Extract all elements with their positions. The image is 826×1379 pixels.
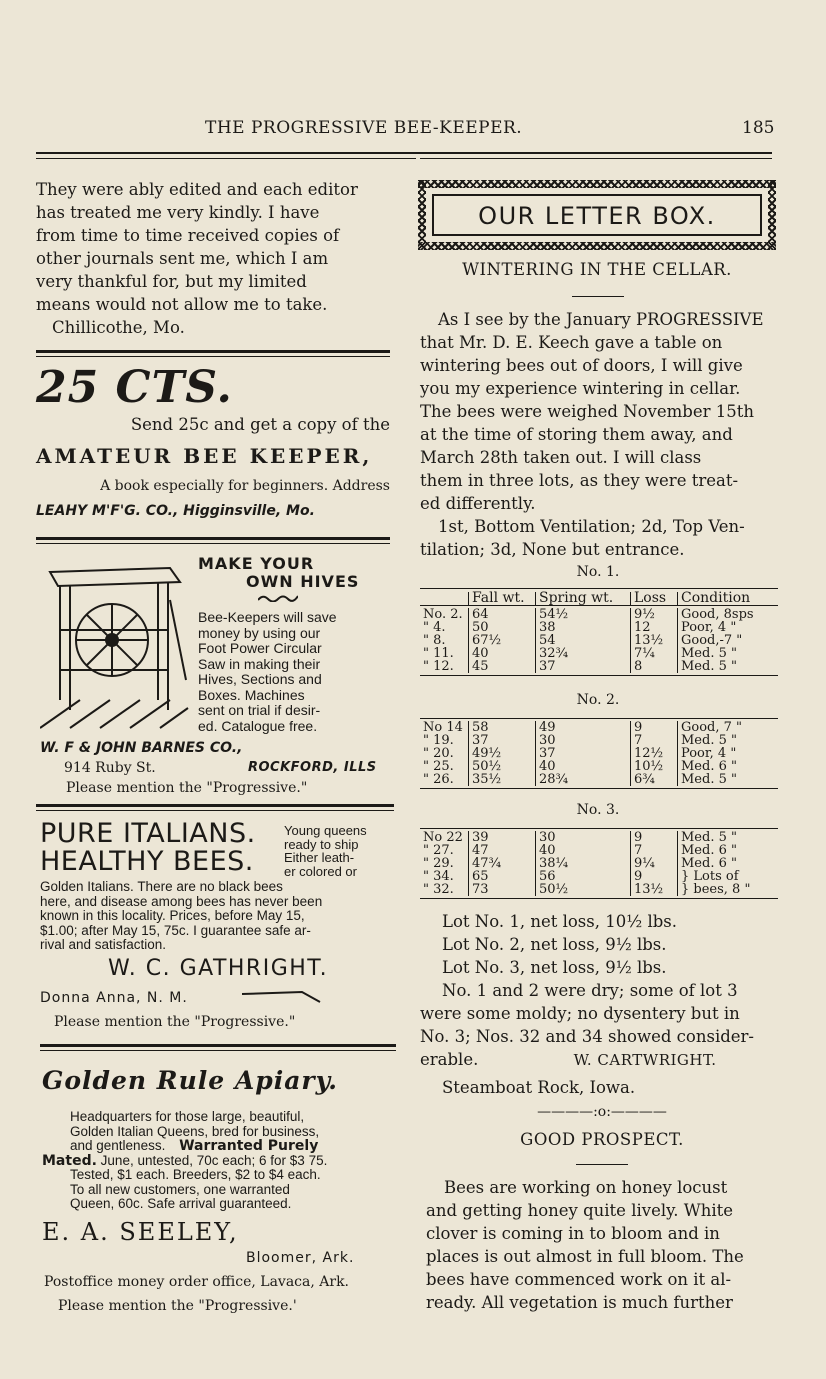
table-cell: No 14 <box>423 720 463 735</box>
letter-box-title: OUR LETTER BOX. <box>478 202 716 230</box>
border-ornament <box>418 180 776 188</box>
text-line: Hives, Sections and <box>198 671 322 687</box>
ad-heading: OWN HIVES <box>246 572 360 591</box>
table-cell: " 8. <box>423 633 446 648</box>
table-rule <box>420 588 778 589</box>
table-cell: 6¾ <box>631 773 678 786</box>
text-emphasis: Mated. <box>42 1152 97 1169</box>
table-cell: 40 <box>469 647 536 660</box>
text-line: very thankful for, but my limited <box>36 272 307 291</box>
table-cell: 50½ <box>536 883 631 896</box>
text-line: The bees were weighed November 15th <box>420 402 754 421</box>
table-cell: Good, 7 " <box>678 721 779 734</box>
table-cell: 40 <box>536 844 631 857</box>
ornament-icon <box>258 594 298 602</box>
section-title: WINTERING IN THE CELLAR. <box>462 260 732 279</box>
text-line: means would not allow me to take. <box>36 295 328 314</box>
table-cell: " 19. <box>423 733 454 748</box>
ad-book-title: AMATEUR BEE KEEPER, <box>36 444 373 468</box>
ad-line: Send 25c and get a copy of the <box>130 415 390 434</box>
ad-company: LEAHY M'F'G. CO., Higginsville, Mo. <box>36 503 315 519</box>
table-cell: Poor, 4 " <box>678 621 779 634</box>
text-line: ready. All vegetation is much further <box>426 1293 733 1312</box>
ad-headline: HEALTHY BEES. <box>40 846 254 877</box>
table-cell: 10½ <box>631 760 678 773</box>
intro-signoff: Chillicothe, Mo. <box>52 318 185 337</box>
ad-headline: 25 CTS. <box>36 362 233 413</box>
ad-headline: PURE ITALIANS. <box>40 818 256 849</box>
table-cell: 50 <box>469 621 536 634</box>
pen-stroke-icon <box>242 990 322 1004</box>
table-cell: Med. 6 " <box>678 760 779 773</box>
table-cell: } bees, 8 " <box>678 883 779 896</box>
text-line: Golden Italians. There are no black bees <box>40 879 283 894</box>
text-line: To all new customers, one warranted <box>70 1181 290 1197</box>
table-cell: } Lots of <box>678 870 779 883</box>
text-line: has treated me very kindly. I have <box>36 203 320 222</box>
table-cell: Med. 5 " <box>678 660 779 673</box>
table-cell: 9 <box>631 831 678 844</box>
text-line: clover is coming in to bloom and in <box>426 1224 720 1243</box>
table-cell: 7 <box>631 844 678 857</box>
table-row <box>420 660 778 673</box>
table-cell: 13½ <box>631 883 678 896</box>
table-cell: Med. 5 " <box>678 734 779 747</box>
table-cell: 32¾ <box>536 647 631 660</box>
ad-mention: Please mention the "Progressive.' <box>58 1298 297 1314</box>
header-rule-thick <box>36 152 772 154</box>
ad-golden-rule-apiary <box>40 1058 400 1318</box>
table-cell: 13½ <box>631 634 678 647</box>
text-line: places is out almost in full bloom. The <box>426 1247 744 1266</box>
ad-side-text <box>284 824 367 878</box>
text-line: other journals sent me, which I am <box>36 249 329 268</box>
intro-paragraph <box>36 178 390 339</box>
text-line: Saw in making their <box>198 655 321 672</box>
text-line: tilation; 3d, None but entrance. <box>420 540 685 559</box>
text-line: that Mr. D. E. Keech gave a table on <box>420 333 723 352</box>
table-cell: Good,-7 " <box>678 634 779 647</box>
section-title: GOOD PROSPECT. <box>520 1130 684 1149</box>
text-line: ed. Catalogue free. <box>198 717 318 734</box>
letter-signature: W. CARTWRIGHT. <box>573 1051 717 1069</box>
table-cell: Med. 5 " <box>678 773 779 786</box>
table-row <box>420 773 778 786</box>
table-cell: 9½ <box>631 608 678 621</box>
ad-divider-thin <box>40 1050 396 1051</box>
text-line: Young queens <box>284 823 367 838</box>
table-cell: " 12. <box>423 659 454 674</box>
table-cell: " 25. <box>423 759 454 774</box>
table-cell: 35½ <box>469 773 536 786</box>
text-line: er colored or <box>284 863 357 879</box>
running-header-title: THE PROGRESSIVE BEE-KEEPER. <box>205 118 523 138</box>
text-line <box>70 1139 400 1154</box>
ad-body <box>40 880 394 953</box>
ad-signature: W. C. GATHRIGHT. <box>108 956 329 981</box>
text-run: erable. <box>420 1050 479 1069</box>
ad-gathright <box>36 818 396 1038</box>
text-line: money by using our <box>198 624 321 641</box>
text-line: known in this locality. Prices, before May 15, <box>40 908 305 923</box>
letter-location: Steamboat Rock, Iowa. <box>442 1078 636 1097</box>
table-cell: 12½ <box>631 747 678 760</box>
table-cell: 9¼ <box>631 857 678 870</box>
text-line: As I see by the January PROGRESSIVE <box>438 310 764 329</box>
text-line: No. 3; Nos. 32 and 34 showed consider- <box>420 1027 755 1046</box>
ad-divider <box>36 804 394 807</box>
text-line: Lot No. 1, net loss, 10½ lbs. <box>442 912 678 931</box>
table-cell: " 27. <box>423 843 454 858</box>
section-divider: ————:o:———— <box>537 1104 667 1120</box>
text-line: Tested, $1 each. Breeders, $2 to $4 each. <box>70 1167 321 1182</box>
table-cell: 67½ <box>469 634 536 647</box>
letter-paragraph <box>420 308 776 561</box>
section-rule <box>572 296 624 297</box>
ad-divider <box>36 350 390 353</box>
text-line: from time to time received copies of <box>36 226 340 245</box>
table-row <box>420 883 778 896</box>
text-line: Boxes. Machines <box>198 686 305 703</box>
table-cell: " 34. <box>423 869 454 884</box>
table-cell: Med. 6 " <box>678 844 779 857</box>
table-label: No. 2. <box>576 692 620 708</box>
table-cell: " 11. <box>423 646 454 661</box>
wintering-table <box>420 831 778 899</box>
ad-postoffice: Postoffice money order office, Lavaca, Ark. <box>44 1274 349 1290</box>
text-line: rival and satisfaction. <box>40 937 167 952</box>
text-line: $1.00; after May 15, 75c. I guarantee safe ar- <box>40 922 311 938</box>
table-cell: No 22 <box>423 830 463 845</box>
foot-power-saw-illustration <box>40 560 190 730</box>
text-line: Bee-Keepers will save <box>198 609 337 625</box>
table-cell: 49 <box>536 721 631 734</box>
table-header-row <box>420 592 778 606</box>
table-cell: " 29. <box>423 856 454 871</box>
table-rule <box>420 828 778 829</box>
letter-paragraph <box>420 979 776 1099</box>
table-cell: 39 <box>469 831 536 844</box>
table-cell: 9 <box>631 870 678 883</box>
table-cell: Med. 5 " <box>678 647 779 660</box>
table-rule <box>420 718 778 719</box>
text-line: 1st, Bottom Ventilation; 2d, Top Ven- <box>438 517 745 536</box>
table-cell: 65 <box>469 870 536 883</box>
text-line <box>42 1154 400 1169</box>
ad-street: 914 Ruby St. <box>64 760 156 776</box>
ad-divider-thin <box>36 543 390 544</box>
table-cell: 54 <box>536 634 631 647</box>
text-line: you my experience wintering in cellar. <box>420 379 741 398</box>
ad-headline: Golden Rule Apiary. <box>42 1066 338 1095</box>
table-cell: 7¼ <box>631 647 678 660</box>
table-cell: 9 <box>631 721 678 734</box>
text-line: ed differently. <box>420 494 536 513</box>
table-cell: 47 <box>469 844 536 857</box>
text-run: June, untested, 70c each; 6 for $3 75. <box>100 1152 328 1168</box>
table-cell: 30 <box>536 831 631 844</box>
ad-location: Bloomer, Ark. <box>246 1250 355 1266</box>
letter-paragraph <box>426 1176 780 1314</box>
table-cell: 37 <box>536 660 631 673</box>
text-line: No. 1 and 2 were dry; some of lot 3 <box>442 981 738 1000</box>
text-line: Lot No. 2, net loss, 9½ lbs. <box>442 935 667 954</box>
table-cell: 47¾ <box>469 857 536 870</box>
text-line: Lot No. 3, net loss, 9½ lbs. <box>442 958 667 977</box>
ad-body <box>42 1109 400 1212</box>
text-line: March 28th taken out. I will class <box>420 448 702 467</box>
text-line: They were ably edited and each editor <box>36 180 358 199</box>
ad-divider-thin <box>36 810 394 811</box>
section-rule <box>576 1164 628 1165</box>
table-cell: 28¾ <box>536 773 631 786</box>
table-cell: " 20. <box>423 746 454 761</box>
table-cell: 73 <box>469 883 536 896</box>
wintering-table <box>420 592 778 676</box>
ad-mention: Please mention the "Progressive." <box>66 780 308 796</box>
table-header <box>420 592 469 606</box>
text-line: ready to ship <box>284 836 359 852</box>
table-cell: Good, 8sps <box>678 608 779 621</box>
ad-signature: E. A. SEELEY, <box>42 1218 239 1246</box>
border-ornament <box>418 242 776 250</box>
table-cell: " 4. <box>423 620 446 635</box>
table-label: No. 3. <box>576 802 620 818</box>
table-cell: 58 <box>469 721 536 734</box>
table-cell: Med. 6 " <box>678 857 779 870</box>
table-cell: 30 <box>536 734 631 747</box>
table-header: Fall wt. <box>469 592 536 606</box>
page-number: 185 <box>742 118 775 138</box>
text-line: and getting honey quite lively. White <box>426 1201 733 1220</box>
table-cell: 49½ <box>469 747 536 760</box>
ad-amateur-bee-keeper <box>36 362 390 526</box>
table-cell: 50½ <box>469 760 536 773</box>
table-cell: 12 <box>631 621 678 634</box>
ad-mention: Please mention the "Progressive." <box>54 1014 296 1030</box>
table-cell: Poor, 4 " <box>678 747 779 760</box>
ad-divider-thin <box>36 356 390 357</box>
ad-company: W. F & JOHN BARNES CO., <box>40 740 243 756</box>
letter-box-banner <box>418 180 776 250</box>
text-line: Golden Italian Queens, bred for business, <box>70 1123 320 1139</box>
text-line <box>420 1048 776 1072</box>
table-cell: 45 <box>469 660 536 673</box>
text-line: bees have commenced work on it al- <box>426 1270 732 1289</box>
wintering-table <box>420 721 778 789</box>
ad-body <box>198 610 374 734</box>
table-cell: 8 <box>631 660 678 673</box>
text-line: Bees are working on honey locust <box>444 1178 728 1197</box>
table-label: No. 1. <box>576 564 620 580</box>
table-cell: Med. 5 " <box>678 831 779 844</box>
ad-city: ROCKFORD, ILLS <box>248 760 377 775</box>
ad-location: Donna Anna, N. M. <box>40 990 188 1006</box>
text-run: and gentleness. <box>70 1138 166 1153</box>
table-cell: 54½ <box>536 608 631 621</box>
text-line: Queen, 60c. Safe arrival guaranteed. <box>70 1196 292 1211</box>
text-line: at the time of storing them away, and <box>420 425 733 444</box>
text-line: here, and disease among bees has never been <box>40 893 323 909</box>
table-cell: " 32. <box>423 882 454 897</box>
table-cell: 64 <box>469 608 536 621</box>
text-line: Foot Power Circular <box>198 640 322 656</box>
table-cell: 37 <box>469 734 536 747</box>
table-cell: 37 <box>536 747 631 760</box>
table-cell: 40 <box>536 760 631 773</box>
table-cell: " 26. <box>423 772 454 787</box>
text-line: Either leath- <box>284 850 355 865</box>
ad-divider <box>36 537 390 540</box>
text-line: sent on trial if desir- <box>198 702 321 718</box>
results-block <box>420 910 776 979</box>
ad-heading: MAKE YOUR <box>198 554 315 573</box>
header-rule-thin-left <box>36 158 416 159</box>
text-line: them in three lots, as they were treat- <box>420 471 739 490</box>
text-line: wintering bees out of doors, I will give <box>420 356 743 375</box>
table-cell: 38 <box>536 621 631 634</box>
table-header: Spring wt. <box>536 592 631 606</box>
ad-divider <box>40 1044 396 1047</box>
text-line: were some moldy; no dysentery but in <box>420 1004 740 1023</box>
table-header: Loss <box>631 592 678 606</box>
header-rule-thin-right <box>420 158 772 159</box>
table-header: Condition <box>678 592 779 606</box>
text-line: Headquarters for those large, beautiful, <box>70 1109 305 1124</box>
ad-barnes-saw <box>36 550 392 800</box>
text-emphasis: Warranted Purely <box>179 1138 319 1154</box>
ad-line: A book especially for beginners. Address <box>100 478 390 494</box>
table-cell: 38¼ <box>536 857 631 870</box>
table-cell: No. 2. <box>423 607 463 622</box>
table-cell: 56 <box>536 870 631 883</box>
table-cell: 7 <box>631 734 678 747</box>
